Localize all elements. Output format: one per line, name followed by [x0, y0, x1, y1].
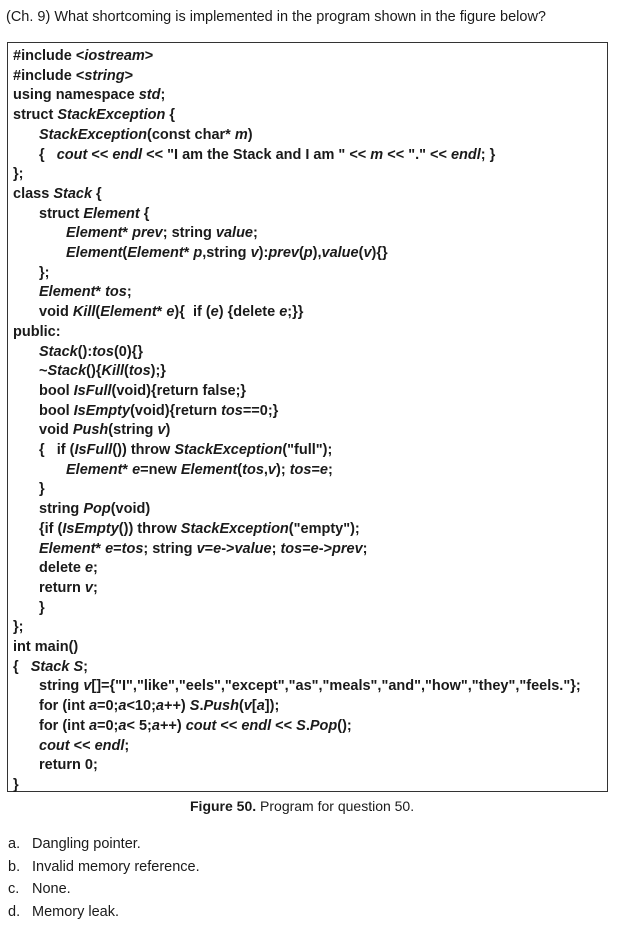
code-line — [39, 696, 279, 716]
code-line — [13, 637, 78, 657]
code-token: tos — [289, 461, 312, 478]
code-token: Element — [66, 461, 123, 478]
code-token: struct — [13, 107, 58, 124]
code-line — [39, 539, 368, 559]
code-token: ); — [276, 461, 290, 478]
code-token: * — [183, 245, 194, 261]
code-line — [13, 657, 88, 677]
code-token: ; — [83, 658, 88, 675]
code-token: ( — [298, 245, 304, 261]
code-token: endl — [112, 146, 143, 163]
option-letter: a. — [8, 836, 21, 852]
code-token: ( — [124, 363, 129, 380]
code-token: ~ — [39, 363, 48, 380]
code-token: ( — [238, 698, 244, 715]
code-token: iostream — [84, 48, 145, 64]
code-token: * — [122, 225, 133, 242]
code-token: (): — [77, 343, 93, 360]
code-token: ; — [271, 540, 281, 557]
code-token: ; — [253, 225, 258, 242]
code-line — [39, 558, 98, 578]
code-token: m — [234, 126, 248, 143]
code-token: << — [69, 737, 95, 754]
option-text: Dangling pointer. — [32, 836, 141, 852]
code-token: -> — [221, 540, 235, 557]
code-token: );} — [150, 363, 166, 380]
code-token: * — [156, 304, 167, 321]
code-token: ; — [362, 540, 368, 557]
code-token: void — [39, 304, 73, 321]
code-token: e — [279, 304, 288, 321]
code-token: { — [13, 658, 31, 675]
code-token: endl — [450, 146, 481, 163]
code-token: string — [39, 501, 84, 518]
code-line — [39, 440, 332, 460]
code-token: -> — [318, 540, 333, 557]
code-token: ; } — [480, 146, 496, 163]
code-token: e — [105, 540, 114, 557]
code-line — [39, 676, 581, 696]
code-token: a — [155, 698, 164, 715]
code-token: Stack — [39, 343, 78, 360]
code-token: e — [210, 304, 219, 321]
code-token: IsEmpty — [73, 402, 131, 419]
code-token: Element — [39, 540, 96, 557]
code-token: string — [84, 67, 125, 84]
code-token: { — [39, 146, 57, 163]
code-token: string — [39, 678, 84, 695]
code-line — [39, 125, 253, 145]
code-token: Element — [39, 284, 96, 301]
code-token: cout — [56, 146, 88, 163]
code-token: public: — [13, 323, 61, 340]
code-line — [39, 263, 49, 283]
code-token: ; string — [143, 540, 197, 557]
option-a — [8, 835, 141, 853]
code-token: ) — [247, 126, 253, 143]
code-token: return 0; — [39, 757, 98, 774]
code-token: e — [84, 560, 94, 577]
code-token: m — [370, 146, 384, 163]
code-token: StackException — [174, 442, 283, 458]
code-token: a — [256, 698, 265, 715]
code-token: ){ if ( — [174, 304, 211, 321]
code-token: using namespace — [13, 87, 139, 104]
code-token: a — [118, 717, 127, 734]
code-token: } — [39, 599, 45, 616]
code-token: return — [39, 579, 85, 596]
code-token: delete — [39, 560, 85, 577]
code-line — [39, 361, 166, 381]
code-token: v — [243, 698, 252, 715]
code-token: S — [189, 698, 200, 715]
code-token: << "I am the Stack and I am " << — [142, 146, 371, 163]
code-token: IsEmpty — [62, 520, 119, 537]
code-token: v — [250, 245, 259, 261]
code-token: Stack — [47, 363, 87, 380]
code-token: << "." << — [383, 146, 451, 163]
code-token: << — [87, 146, 113, 163]
option-letter: c. — [8, 881, 20, 897]
code-token: ++) — [159, 717, 186, 734]
code-token: bool — [39, 402, 74, 419]
code-token: (const char* — [147, 126, 235, 143]
code-token: p — [303, 245, 313, 261]
code-token: #include < — [13, 67, 85, 84]
option-letter: d. — [8, 904, 21, 920]
code-token: ==0;} — [242, 402, 279, 419]
code-token: ]); — [264, 698, 280, 715]
code-token: = — [302, 540, 311, 557]
code-line — [39, 204, 149, 224]
code-token: Element — [100, 304, 157, 321]
code-token: { if ( — [39, 442, 75, 458]
code-token: Kill — [101, 363, 125, 380]
code-token: ) — [165, 422, 171, 439]
code-token: . — [305, 717, 310, 734]
code-token: =new — [140, 461, 181, 478]
code-token: e — [132, 461, 141, 478]
code-token: a — [118, 698, 127, 715]
code-token: <10; — [126, 698, 156, 715]
code-line — [39, 499, 150, 519]
code-token: value — [234, 540, 272, 557]
code-token: v — [83, 678, 92, 695]
code-token: Element — [66, 225, 123, 242]
code-token: = — [311, 461, 320, 478]
option-text: Memory leak. — [32, 904, 120, 920]
code-line — [39, 519, 360, 539]
code-token: (void) — [110, 501, 151, 518]
code-token: (0){} — [113, 343, 143, 360]
code-line — [39, 145, 495, 165]
code-token: v — [196, 540, 205, 557]
code-token: ++) — [163, 698, 190, 715]
code-line — [39, 342, 143, 362]
option-b — [8, 858, 200, 876]
code-token: Pop — [83, 501, 111, 518]
code-token: tos — [280, 540, 303, 557]
code-token: Push — [203, 698, 239, 715]
code-token: }; — [13, 619, 24, 636]
code-token: tos — [121, 540, 144, 557]
code-token: [ — [251, 698, 257, 715]
code-token: []={"I","like","eels","except","as","meals","and","how","they","feels."}; — [91, 678, 581, 695]
code-token: ) {delete — [218, 304, 280, 321]
code-token: (void){return false;} — [111, 382, 247, 399]
code-token: Element — [66, 245, 123, 261]
code-token: . — [199, 698, 204, 715]
code-token: { — [139, 205, 150, 222]
code-token: (string — [108, 422, 158, 439]
code-line — [39, 401, 278, 421]
code-token: value — [321, 245, 359, 261]
code-token: std — [138, 87, 161, 104]
code-token: e — [319, 461, 328, 478]
code-token: ; string — [162, 225, 216, 242]
code-token: v — [363, 245, 372, 261]
code-line — [39, 381, 246, 401]
code-line — [13, 164, 23, 184]
code-token: tos — [92, 343, 114, 360]
code-token: ("full"); — [282, 442, 333, 458]
code-line — [39, 282, 132, 302]
code-line — [13, 46, 153, 66]
code-token: * — [95, 284, 106, 301]
code-line — [39, 755, 98, 775]
code-token: Element — [127, 245, 184, 261]
code-token: * — [95, 540, 106, 557]
code-token: endl — [94, 737, 125, 754]
code-token: > — [144, 48, 154, 64]
code-token: prev — [132, 225, 163, 242]
code-token: ( — [122, 245, 128, 261]
code-token: ; — [126, 284, 132, 301]
code-token: < 5; — [126, 717, 152, 734]
code-line — [13, 775, 19, 795]
code-token: e — [213, 540, 222, 557]
code-token: * — [122, 461, 133, 478]
code-token: IsFull — [73, 382, 112, 399]
code-token: ("empty"); — [288, 520, 360, 537]
code-token: ( — [358, 245, 364, 261]
code-token: ,string — [202, 245, 251, 261]
code-token: {if ( — [39, 520, 63, 537]
code-token: ){} — [371, 245, 388, 261]
code-token: p — [193, 245, 203, 261]
code-token: ; — [93, 579, 98, 596]
code-token: ()) throw — [118, 520, 181, 537]
code-token: > — [124, 67, 134, 84]
code-token: Element — [83, 205, 140, 222]
code-token: void — [39, 422, 73, 439]
code-token: cout — [185, 717, 217, 734]
code-token: , — [263, 461, 268, 478]
code-token: ), — [312, 245, 322, 261]
code-token: cout — [39, 737, 70, 754]
code-line — [39, 420, 170, 440]
code-line — [39, 716, 352, 736]
option-d — [8, 903, 119, 921]
code-token: << — [216, 717, 242, 734]
code-token: ; — [93, 560, 98, 577]
code-token: ;}} — [287, 304, 304, 321]
code-token: }; — [39, 264, 50, 281]
code-token: } — [39, 481, 45, 498]
code-token: Push — [72, 422, 109, 439]
figure-caption-text: Program for question 50. — [256, 798, 415, 814]
code-token: IsFull — [74, 442, 113, 458]
code-token: for (int — [39, 717, 89, 734]
code-line — [66, 223, 258, 243]
code-line — [39, 479, 45, 499]
code-token: v — [267, 461, 276, 478]
code-token: Stack — [53, 185, 93, 202]
code-token: a — [88, 717, 98, 734]
code-token: }; — [13, 166, 24, 183]
code-token: Element — [180, 461, 238, 478]
code-token: tos — [105, 284, 127, 301]
code-token: v — [157, 422, 166, 439]
code-token: endl — [241, 717, 272, 734]
code-token: << — [271, 717, 297, 734]
code-token: ( — [95, 304, 101, 321]
code-token: value — [215, 225, 253, 242]
code-line — [66, 243, 388, 263]
code-token: tos — [221, 402, 243, 419]
code-line — [13, 322, 61, 342]
code-token: ; — [124, 737, 130, 754]
code-token: a — [151, 717, 160, 734]
code-token: StackException — [180, 520, 289, 537]
option-text: Invalid memory reference. — [32, 859, 200, 875]
code-token: =0; — [97, 698, 119, 715]
code-token: Stack S — [30, 658, 84, 675]
code-token: Kill — [72, 304, 96, 321]
code-line — [39, 598, 45, 618]
code-token: ()) throw — [112, 442, 175, 458]
code-token: v — [84, 579, 93, 596]
code-line — [13, 105, 175, 125]
code-token: StackException — [39, 126, 147, 143]
code-token: ; — [160, 87, 166, 104]
code-line — [66, 460, 333, 480]
code-token: } — [13, 776, 19, 793]
code-line — [13, 617, 23, 637]
code-token: (void){return — [130, 402, 222, 419]
code-token: = — [204, 540, 214, 557]
code-token: class — [13, 185, 54, 202]
code-token: for (int — [39, 698, 89, 715]
code-token: prev — [332, 540, 363, 557]
code-token: tos — [128, 363, 151, 380]
code-token: ): — [258, 245, 269, 261]
option-c — [8, 880, 71, 898]
figure-caption — [190, 797, 414, 815]
code-token: { — [165, 107, 175, 124]
code-token: bool — [39, 382, 74, 399]
code-line — [13, 184, 102, 204]
figure-label: Figure 50. — [190, 798, 257, 814]
code-token: = — [113, 540, 122, 557]
code-token: { — [92, 185, 102, 202]
code-line — [13, 85, 165, 105]
code-line — [13, 66, 133, 86]
option-text: None. — [32, 881, 71, 897]
code-line — [39, 736, 129, 756]
code-line — [39, 302, 303, 322]
code-token: Pop — [309, 717, 338, 734]
code-token: int main() — [13, 639, 79, 655]
code-token: =0; — [97, 717, 119, 734]
code-token: ( — [237, 461, 243, 478]
code-token: (); — [337, 717, 352, 734]
code-line — [39, 578, 98, 598]
code-token: e — [166, 304, 175, 321]
question-text: (Ch. 9) What shortcoming is implemented in the program shown in the figure below? — [6, 9, 546, 25]
code-token: struct — [39, 205, 84, 222]
code-token: prev — [268, 245, 299, 261]
code-token: tos — [242, 461, 264, 478]
code-token: ; — [327, 461, 333, 478]
code-listing — [7, 42, 608, 792]
code-token: (){ — [86, 363, 102, 380]
code-token: #include < — [13, 48, 85, 64]
option-letter: b. — [8, 859, 21, 875]
code-token: e — [310, 540, 319, 557]
code-token: StackException — [57, 107, 166, 124]
code-token: S — [296, 717, 306, 734]
code-token: a — [88, 698, 98, 715]
